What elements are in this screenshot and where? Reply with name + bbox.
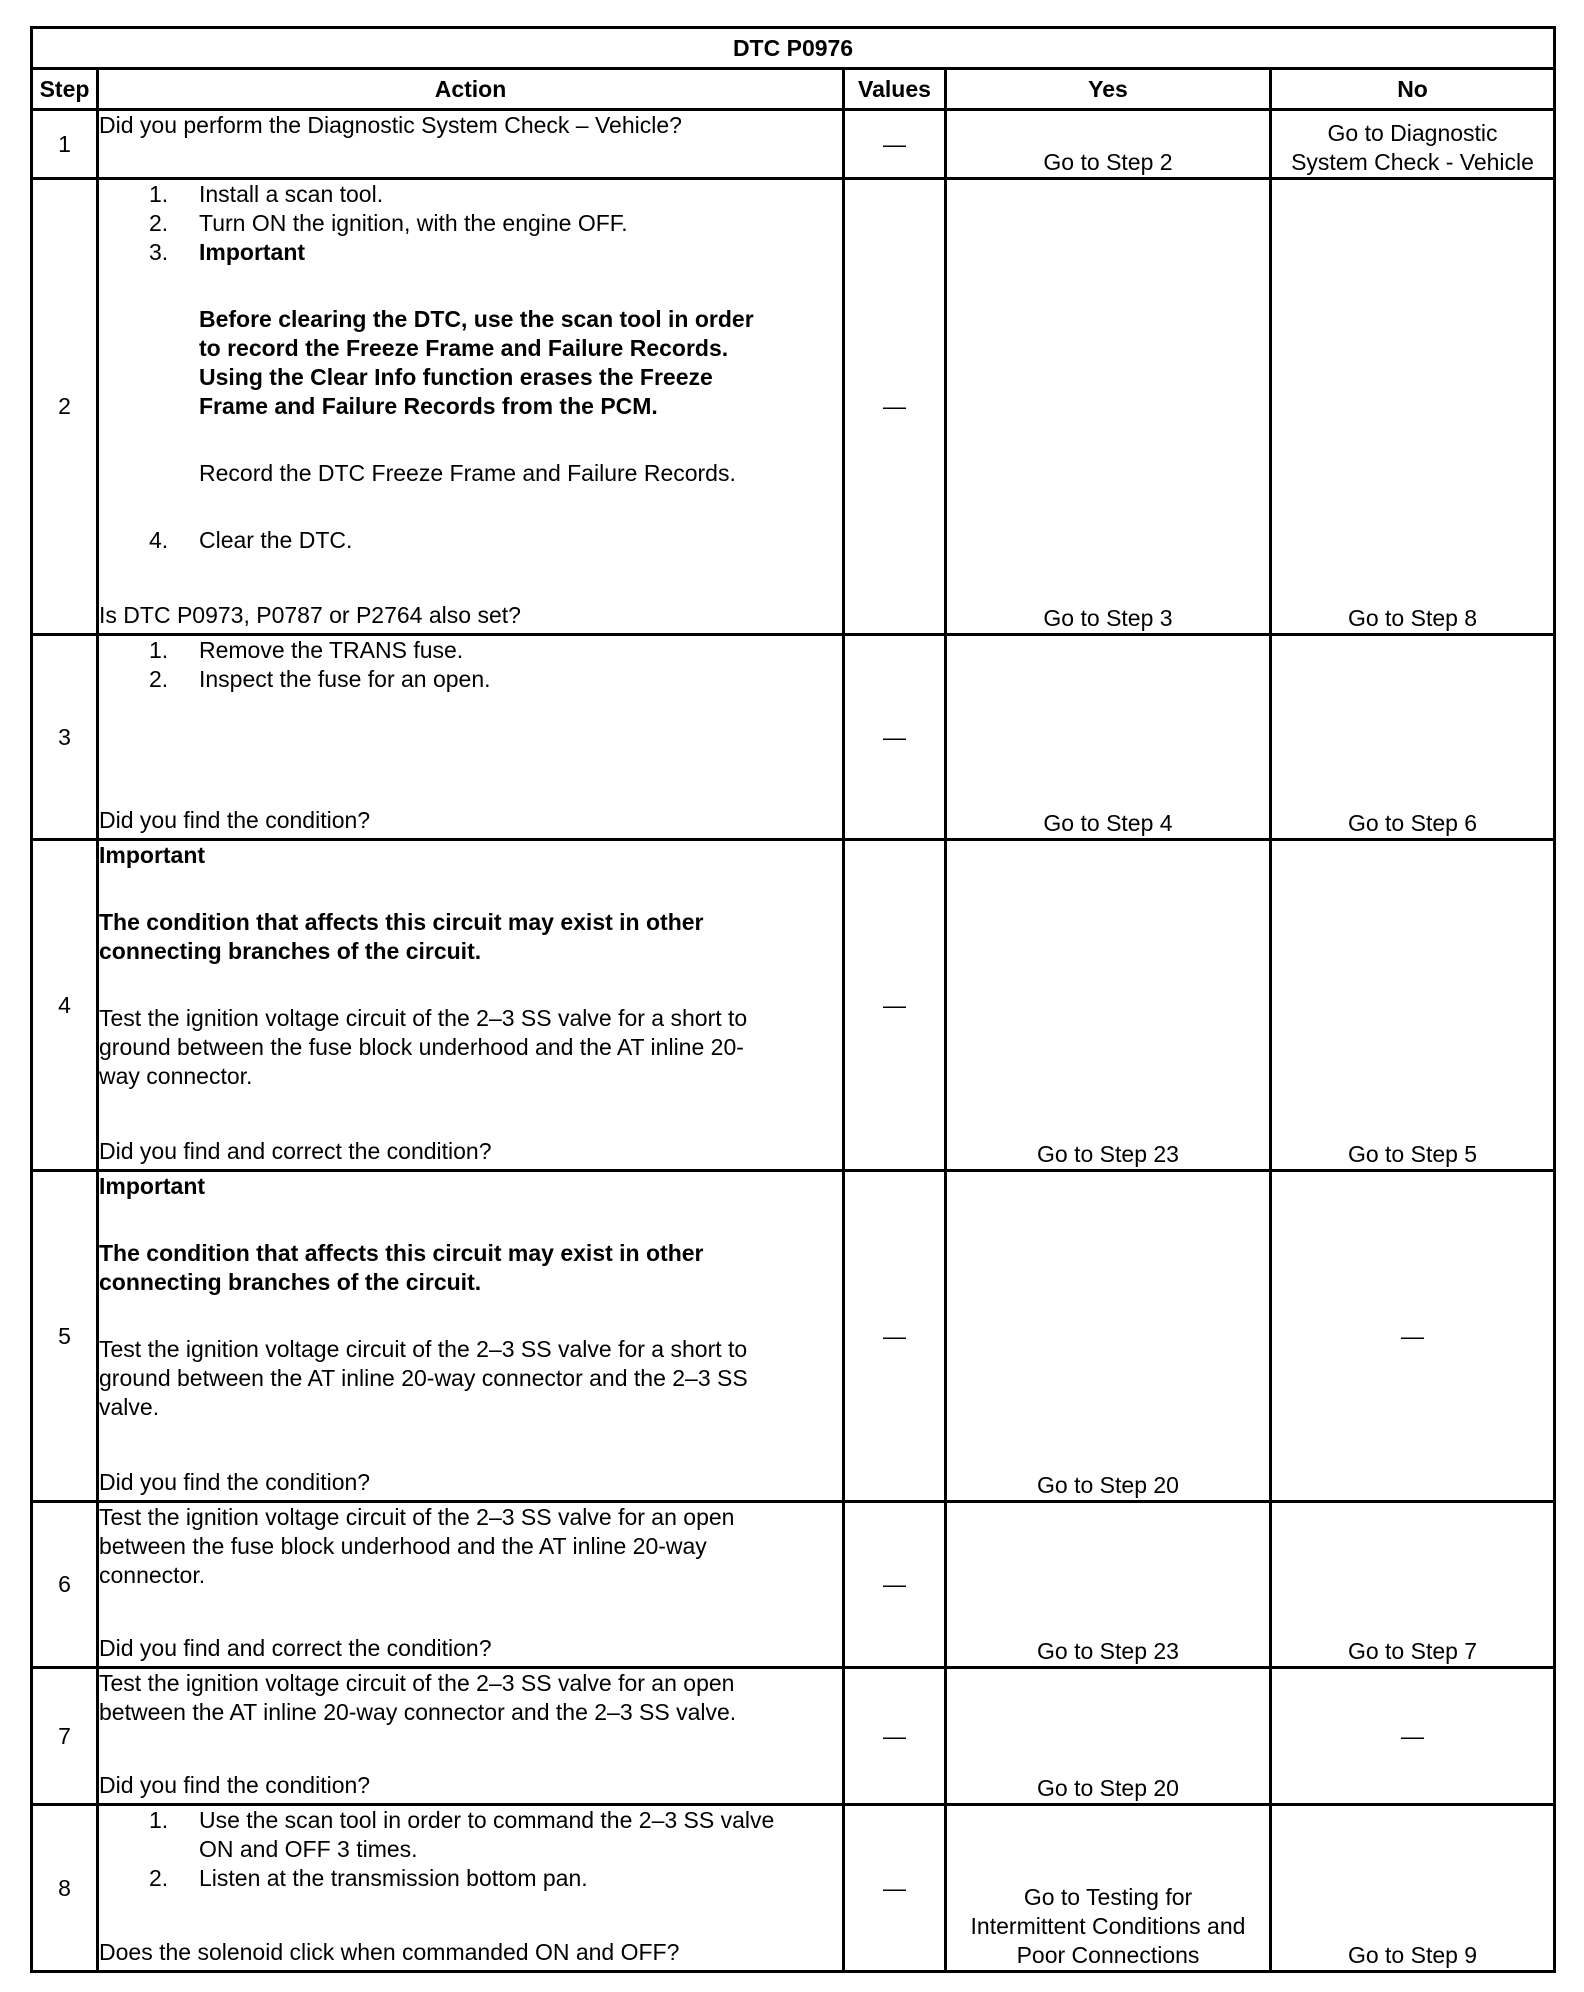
note-line: Using the Clear Info function erases the Freeze xyxy=(199,364,713,390)
important-note xyxy=(99,1239,842,1297)
text-line: valve. xyxy=(99,1394,160,1420)
text-line: between the fuse block underhood and the AT inline 20-way xyxy=(99,1533,707,1559)
list-item xyxy=(99,180,842,209)
item-number: 3. xyxy=(149,239,169,265)
item-text: Install a scan tool. xyxy=(199,181,384,207)
table-row xyxy=(32,1171,1555,1502)
no-cell: Go to Step 5 xyxy=(1271,840,1555,1171)
action-cell xyxy=(98,635,844,840)
yes-cell: Go to Step 23 xyxy=(946,1502,1271,1668)
important-note xyxy=(99,908,842,966)
action-question: Does the solenoid click when commanded ON and OFF? xyxy=(99,1939,680,1965)
item-number: 1. xyxy=(149,1807,169,1833)
no-cell: Go to Step 9 xyxy=(1271,1805,1555,1972)
yes-cell: Go to Step 2 xyxy=(946,110,1271,179)
list-item xyxy=(99,238,842,267)
important-note xyxy=(99,305,842,421)
action-question: Did you find and correct the condition? xyxy=(99,1635,492,1661)
yes-line: Poor Connections xyxy=(1016,1942,1200,1968)
list-item xyxy=(99,526,842,555)
text-line: Test the ignition voltage circuit of the 2–3 SS valve for an open xyxy=(99,1504,735,1530)
text-line: Test the ignition voltage circuit of the 2–3 SS valve for a short to xyxy=(99,1336,748,1362)
action-cell xyxy=(98,1502,844,1668)
action-question: Did you find the condition? xyxy=(99,807,371,833)
item-text: Important xyxy=(199,239,306,265)
important-label: Important xyxy=(99,1173,206,1199)
header-no: No xyxy=(1271,69,1555,110)
item-text: Clear the DTC. xyxy=(199,527,353,553)
text-line: way connector. xyxy=(99,1063,253,1089)
header-values: Values xyxy=(844,69,946,110)
note-line: The condition that affects this circuit may exist in other xyxy=(99,909,704,935)
table-row xyxy=(32,179,1555,635)
step-number: 1 xyxy=(32,110,98,179)
no-cell: Go to Step 8 xyxy=(1271,179,1555,635)
table-row xyxy=(32,635,1555,840)
text-line: ground between the AT inline 20-way connector and the 2–3 SS xyxy=(99,1365,748,1391)
action-question: Is DTC P0973, P0787 or P2764 also set? xyxy=(99,602,521,628)
yes-cell: Go to Step 20 xyxy=(946,1668,1271,1805)
table-row xyxy=(32,110,1555,179)
yes-cell: Go to Step 20 xyxy=(946,1171,1271,1502)
values-cell: — xyxy=(844,1805,946,1972)
item-number: 4. xyxy=(149,527,169,553)
item-text-line: ON and OFF 3 times. xyxy=(199,1836,418,1862)
record-instruction: Record the DTC Freeze Frame and Failure Records. xyxy=(199,460,736,486)
list-item xyxy=(99,1806,842,1864)
note-line: Before clearing the DTC, use the scan tool in order xyxy=(199,306,754,332)
yes-cell: Go to Step 23 xyxy=(946,840,1271,1171)
values-cell: — xyxy=(844,635,946,840)
table-row xyxy=(32,1502,1555,1668)
action-cell xyxy=(98,1668,844,1805)
action-cell xyxy=(98,1171,844,1502)
action-cell xyxy=(98,840,844,1171)
item-text: Remove the TRANS fuse. xyxy=(199,637,464,663)
table-title: DTC P0976 xyxy=(32,28,1555,69)
item-number: 2. xyxy=(149,666,169,692)
values-cell: — xyxy=(844,1171,946,1502)
table-row xyxy=(32,840,1555,1171)
important-label: Important xyxy=(99,842,206,868)
no-cell: — xyxy=(1271,1668,1555,1805)
values-cell: — xyxy=(844,110,946,179)
note-line: connecting branches of the circuit. xyxy=(99,1269,482,1295)
yes-cell: Go to Step 3 xyxy=(946,179,1271,635)
step-number: 6 xyxy=(32,1502,98,1668)
header-yes: Yes xyxy=(946,69,1271,110)
action-cell xyxy=(98,179,844,635)
step-number: 2 xyxy=(32,179,98,635)
step-number: 3 xyxy=(32,635,98,840)
table-row xyxy=(32,1668,1555,1805)
test-instruction xyxy=(99,1335,842,1422)
item-text: Listen at the transmission bottom pan. xyxy=(199,1865,588,1891)
text-line: between the AT inline 20-way connector and the 2–3 SS valve. xyxy=(99,1699,737,1725)
text-line: Test the ignition voltage circuit of the 2–3 SS valve for a short to xyxy=(99,1005,748,1031)
no-cell: Go to Step 7 xyxy=(1271,1502,1555,1668)
action-question: Did you find the condition? xyxy=(99,1469,371,1495)
header-action: Action xyxy=(98,69,844,110)
no-cell: Go to Step 6 xyxy=(1271,635,1555,840)
list-item xyxy=(99,209,842,238)
list-item xyxy=(99,636,842,665)
test-instruction xyxy=(99,1503,842,1590)
list-item xyxy=(99,1864,842,1893)
note-line: connecting branches of the circuit. xyxy=(99,938,482,964)
step-number: 4 xyxy=(32,840,98,1171)
no-line: System Check - Vehicle xyxy=(1291,149,1534,175)
item-number: 1. xyxy=(149,181,169,207)
step-number: 5 xyxy=(32,1171,98,1502)
dtc-table xyxy=(30,26,1556,1973)
header-step: Step xyxy=(32,69,98,110)
yes-cell: Go to Step 4 xyxy=(946,635,1271,840)
no-line: Go to Diagnostic xyxy=(1327,120,1498,146)
text-line: Test the ignition voltage circuit of the 2–3 SS valve for an open xyxy=(99,1670,735,1696)
action-cell xyxy=(98,1805,844,1972)
values-cell: — xyxy=(844,1502,946,1668)
action-question: Did you find the condition? xyxy=(99,1772,371,1798)
action-question: Did you perform the Diagnostic System Check – Vehicle? xyxy=(99,112,682,138)
item-number: 2. xyxy=(149,1865,169,1891)
item-text: Inspect the fuse for an open. xyxy=(199,666,491,692)
test-instruction xyxy=(99,1004,842,1091)
step-number: 8 xyxy=(32,1805,98,1972)
item-text xyxy=(199,1807,774,1862)
step-number: 7 xyxy=(32,1668,98,1805)
values-cell: — xyxy=(844,1668,946,1805)
item-number: 2. xyxy=(149,210,169,236)
test-instruction xyxy=(99,1669,842,1727)
note-line: The condition that affects this circuit may exist in other xyxy=(99,1240,704,1266)
note-line: to record the Freeze Frame and Failure Records. xyxy=(199,335,729,361)
item-text: Turn ON the ignition, with the engine OFF. xyxy=(199,210,628,236)
action-cell xyxy=(98,110,844,179)
action-question: Did you find and correct the condition? xyxy=(99,1138,492,1164)
no-cell xyxy=(1271,110,1555,179)
item-number: 1. xyxy=(149,637,169,663)
values-cell: — xyxy=(844,179,946,635)
item-text-line: Use the scan tool in order to command the 2–3 SS valve xyxy=(199,1807,775,1833)
table-row xyxy=(32,1805,1555,1972)
values-cell: — xyxy=(844,840,946,1171)
note-line: Frame and Failure Records from the PCM. xyxy=(199,393,658,419)
text-line: ground between the fuse block underhood and the AT inline 20- xyxy=(99,1034,744,1060)
text-line: connector. xyxy=(99,1562,206,1588)
yes-line: Intermittent Conditions and xyxy=(970,1913,1246,1939)
no-cell: — xyxy=(1271,1171,1555,1502)
yes-line: Go to Testing for xyxy=(1023,1884,1193,1910)
list-item xyxy=(99,665,842,694)
yes-cell xyxy=(946,1805,1271,1972)
